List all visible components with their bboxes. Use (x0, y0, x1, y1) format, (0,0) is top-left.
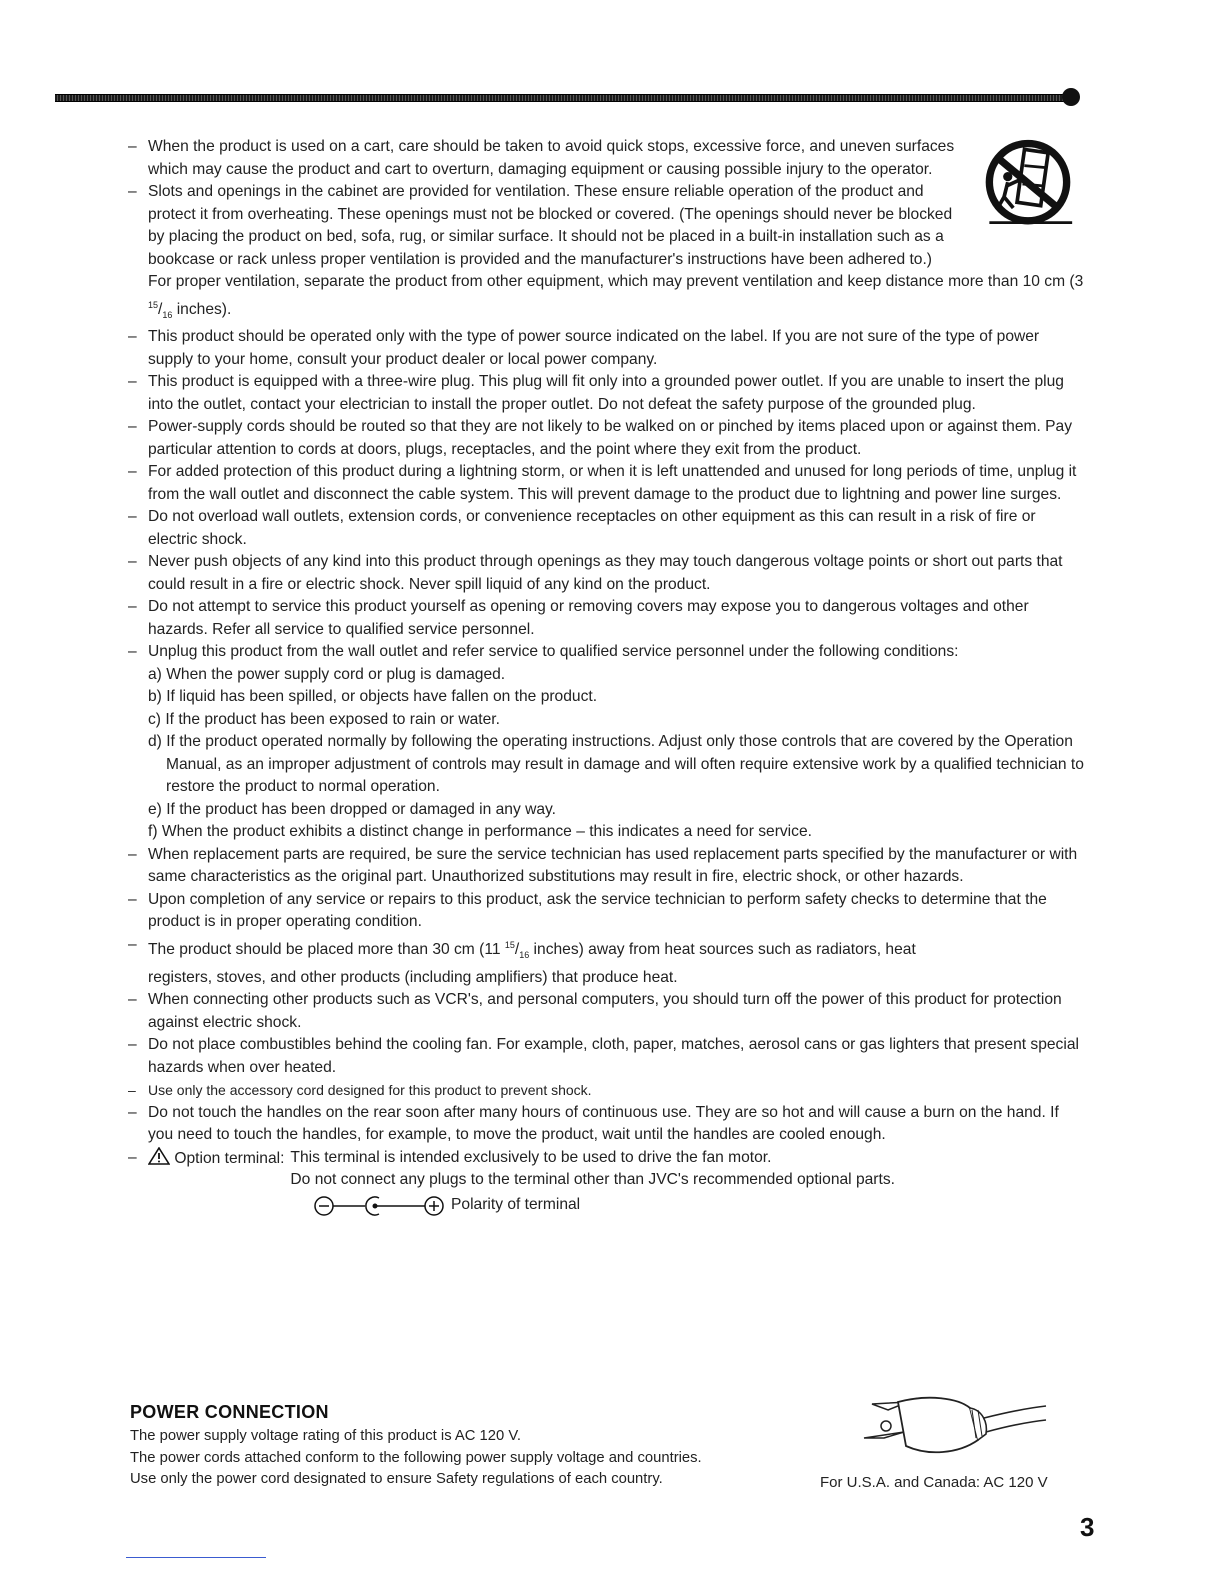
condition-item: e) If the product has been dropped or damaged in any way. (148, 800, 557, 818)
bullet-power-cords: – Power-supply cords should be routed so that they are not likely to be walked on or pinched by items placed upon or against them. Pay particular attention to cords at doors, plugs, receptacles, and the point where they exit from the product. (128, 416, 1088, 461)
power-line: Use only the power cord designated to ensure Safety regulations of each country. (130, 1471, 663, 1487)
bottom-rule (126, 1557, 266, 1558)
condition-item: a) When the power supply cord or plug is damaged. (148, 665, 506, 683)
polarity-symbol-icon (313, 1194, 445, 1218)
bullet-objects: – Never push objects of any kind into this product through openings as they may touch dangerous voltage points or short out parts that could result in a fire or electric shock. Never spill liquid of any kind on the product. (128, 551, 1088, 596)
bullet-lightning: – For added protection of this product during a lightning storm, or when it is left unattended and unused for long periods of time, unplug it from the wall outlet and disconnect the cable system. This will prevent damage to the product due to lightning and power line surges. (128, 461, 1088, 506)
bullet-three-wire-plug: – This product is equipped with a three-wire plug. This plug will fit only into a grounded power outlet. If you are unable to insert the plug into the outlet, contact your electrician to install the proper outlet. Do not defeat the safety purpose of the grounded plug. (128, 371, 1088, 416)
bullet-heat-sources: – The product should be placed more than 30 cm (11 $^{15}/_{16}$ inches) away from heat sources such as radiators, heat registers, stoves, and other products (including amplifiers) that produce heat. (128, 934, 1088, 989)
conditions-list (148, 664, 1088, 844)
power-line: The power supply voltage rating of this product is AC 120 V. (130, 1428, 521, 1444)
heat-note: The product should be placed more than 30 cm (11 $^{15}/_{16}$ inches) away from heat sources such as radiators, heat (148, 939, 916, 961)
bullet-unplug-conditions: – Unplug this product from the wall outlet and refer service to qualified service personnel under the following conditions: a) When the power supply cord or plug is damaged. b) If liquid has been spilled, or objects have fallen on the product. c) If the product has been exposed to rain or water. d) If the product operated normally by following the operating instructions. Adjust only those controls that are covered by the Operation Manual, as an improper adjustment of controls may result in damage and will often require extensive work by a qualified technician to restore the product to normal operation. e) If the product has been dropped or damaged in any way. f) When the product exhibits a distinct change in performance – this indicates a need for service. (128, 641, 1088, 844)
ventilation-text: – Slots and openings in the cabinet are provided for ventilation. These ensure reliable operation of the product and protect it from overheating. These openings must not be blocked or covered. (The openings should never be blocked by placing the product on bed, sofa, rug, or similar surface. It should not be placed in a built-in installation such as a bookcase or rack unless proper ventilation is provided and the manufacturer's instructions have been adhered to.) (148, 183, 953, 268)
power-connection-heading: POWER CONNECTION (130, 1402, 329, 1422)
polarity-label: Polarity of terminal (451, 1196, 581, 1214)
bullet-handles: – Do not touch the handles on the rear soon after many hours of continuous use. They are so hot and will cause a burn on the hand. If you need to touch the handles, for example, to move the product, wait until the handles are cooled enough. (128, 1102, 1088, 1147)
caution-triangle-icon (148, 1147, 170, 1165)
safety-bullet-list (128, 136, 1088, 1218)
bullet-accessory-cord: – Use only the accessory cord designed for this product to prevent shock. (128, 1079, 1088, 1102)
plug-caption: For U.S.A. and Canada: AC 120 V (820, 1474, 1048, 1491)
condition-item: b) If liquid has been spilled, or objects have fallen on the product. (148, 688, 598, 706)
bullet-connecting-products: – When connecting other products such as VCR's, and personal computers, you should turn off the power of this product for protection against electric shock. (128, 989, 1088, 1034)
condition-item: d) If the product operated normally by following the operating instructions. Adjust only those controls that are covered by the Operation Manual, as an improper adjustment of controls may result in damage and will often require extensive work by a qualified technician to restore the product to normal operation. (148, 733, 1084, 796)
ventilation-distance-note: For proper ventilation, separate the product from other equipment, which may prevent ventilation and keep distance more than 10 cm (3 $^{15}/_{16}$ inches). (148, 273, 1084, 320)
condition-item: f) When the product exhibits a distinct change in performance – this indicates a need for service. (148, 823, 812, 841)
polarity-row (313, 1194, 1088, 1218)
bullet-replacement-parts: – When replacement parts are required, be sure the service technician has used replacement parts specified by the manufacturer or with same characteristics as the original part. Unauthorized substitutions may result in fire, electric shock, or other hazards. (128, 844, 1088, 889)
bullet-combustibles: – Do not place combustibles behind the cooling fan. For example, cloth, paper, matches, aerosol cans or gas lighters that present special hazards when over heated. (128, 1034, 1088, 1079)
bullet-overload: – Do not overload wall outlets, extension cords, or convenience receptacles on other equipment as this can result in a risk of fire or electric shock. (128, 506, 1088, 551)
bullet-option-terminal (128, 1147, 1088, 1218)
option-terminal-line2: Do not connect any plugs to the terminal other than JVC's recommended optional parts. (290, 1171, 895, 1189)
option-terminal-label: Option terminal: (174, 1149, 285, 1167)
top-rule (55, 94, 1070, 102)
bullet-ventilation (128, 181, 1088, 326)
bullet-cart: – When the product is used on a cart, care should be taken to avoid quick stops, excessive force, and uneven surfaces which may cause the product and cart to overturn, damaging equipment or causing possible injury to the operator. (128, 136, 978, 181)
condition-item: c) If the product has been exposed to rain or water. (148, 710, 500, 728)
page-number: 3 (1080, 1512, 1095, 1542)
bullet-power-source: – This product should be operated only with the type of power source indicated on the label. If you are not sure of the type of power supply to your home, consult your product dealer or local power company. (128, 326, 1088, 371)
power-plug-icon (858, 1392, 1048, 1472)
bullet-service: – Do not attempt to service this product yourself as opening or removing covers may expose you to dangerous voltages and other hazards. Refer all service to qualified service personnel. (128, 596, 1088, 641)
power-connection-text (130, 1426, 810, 1491)
bullet-safety-checks: – Upon completion of any service or repairs to this product, ask the service technician to perform safety checks to determine that the product is in proper operating condition. (128, 889, 1088, 934)
option-terminal-line1: This terminal is intended exclusively to be used to drive the fan motor. (290, 1148, 772, 1166)
top-rule-dot (1062, 88, 1080, 106)
power-line: The power cords attached conform to the following power supply voltage and countries. (130, 1449, 702, 1466)
